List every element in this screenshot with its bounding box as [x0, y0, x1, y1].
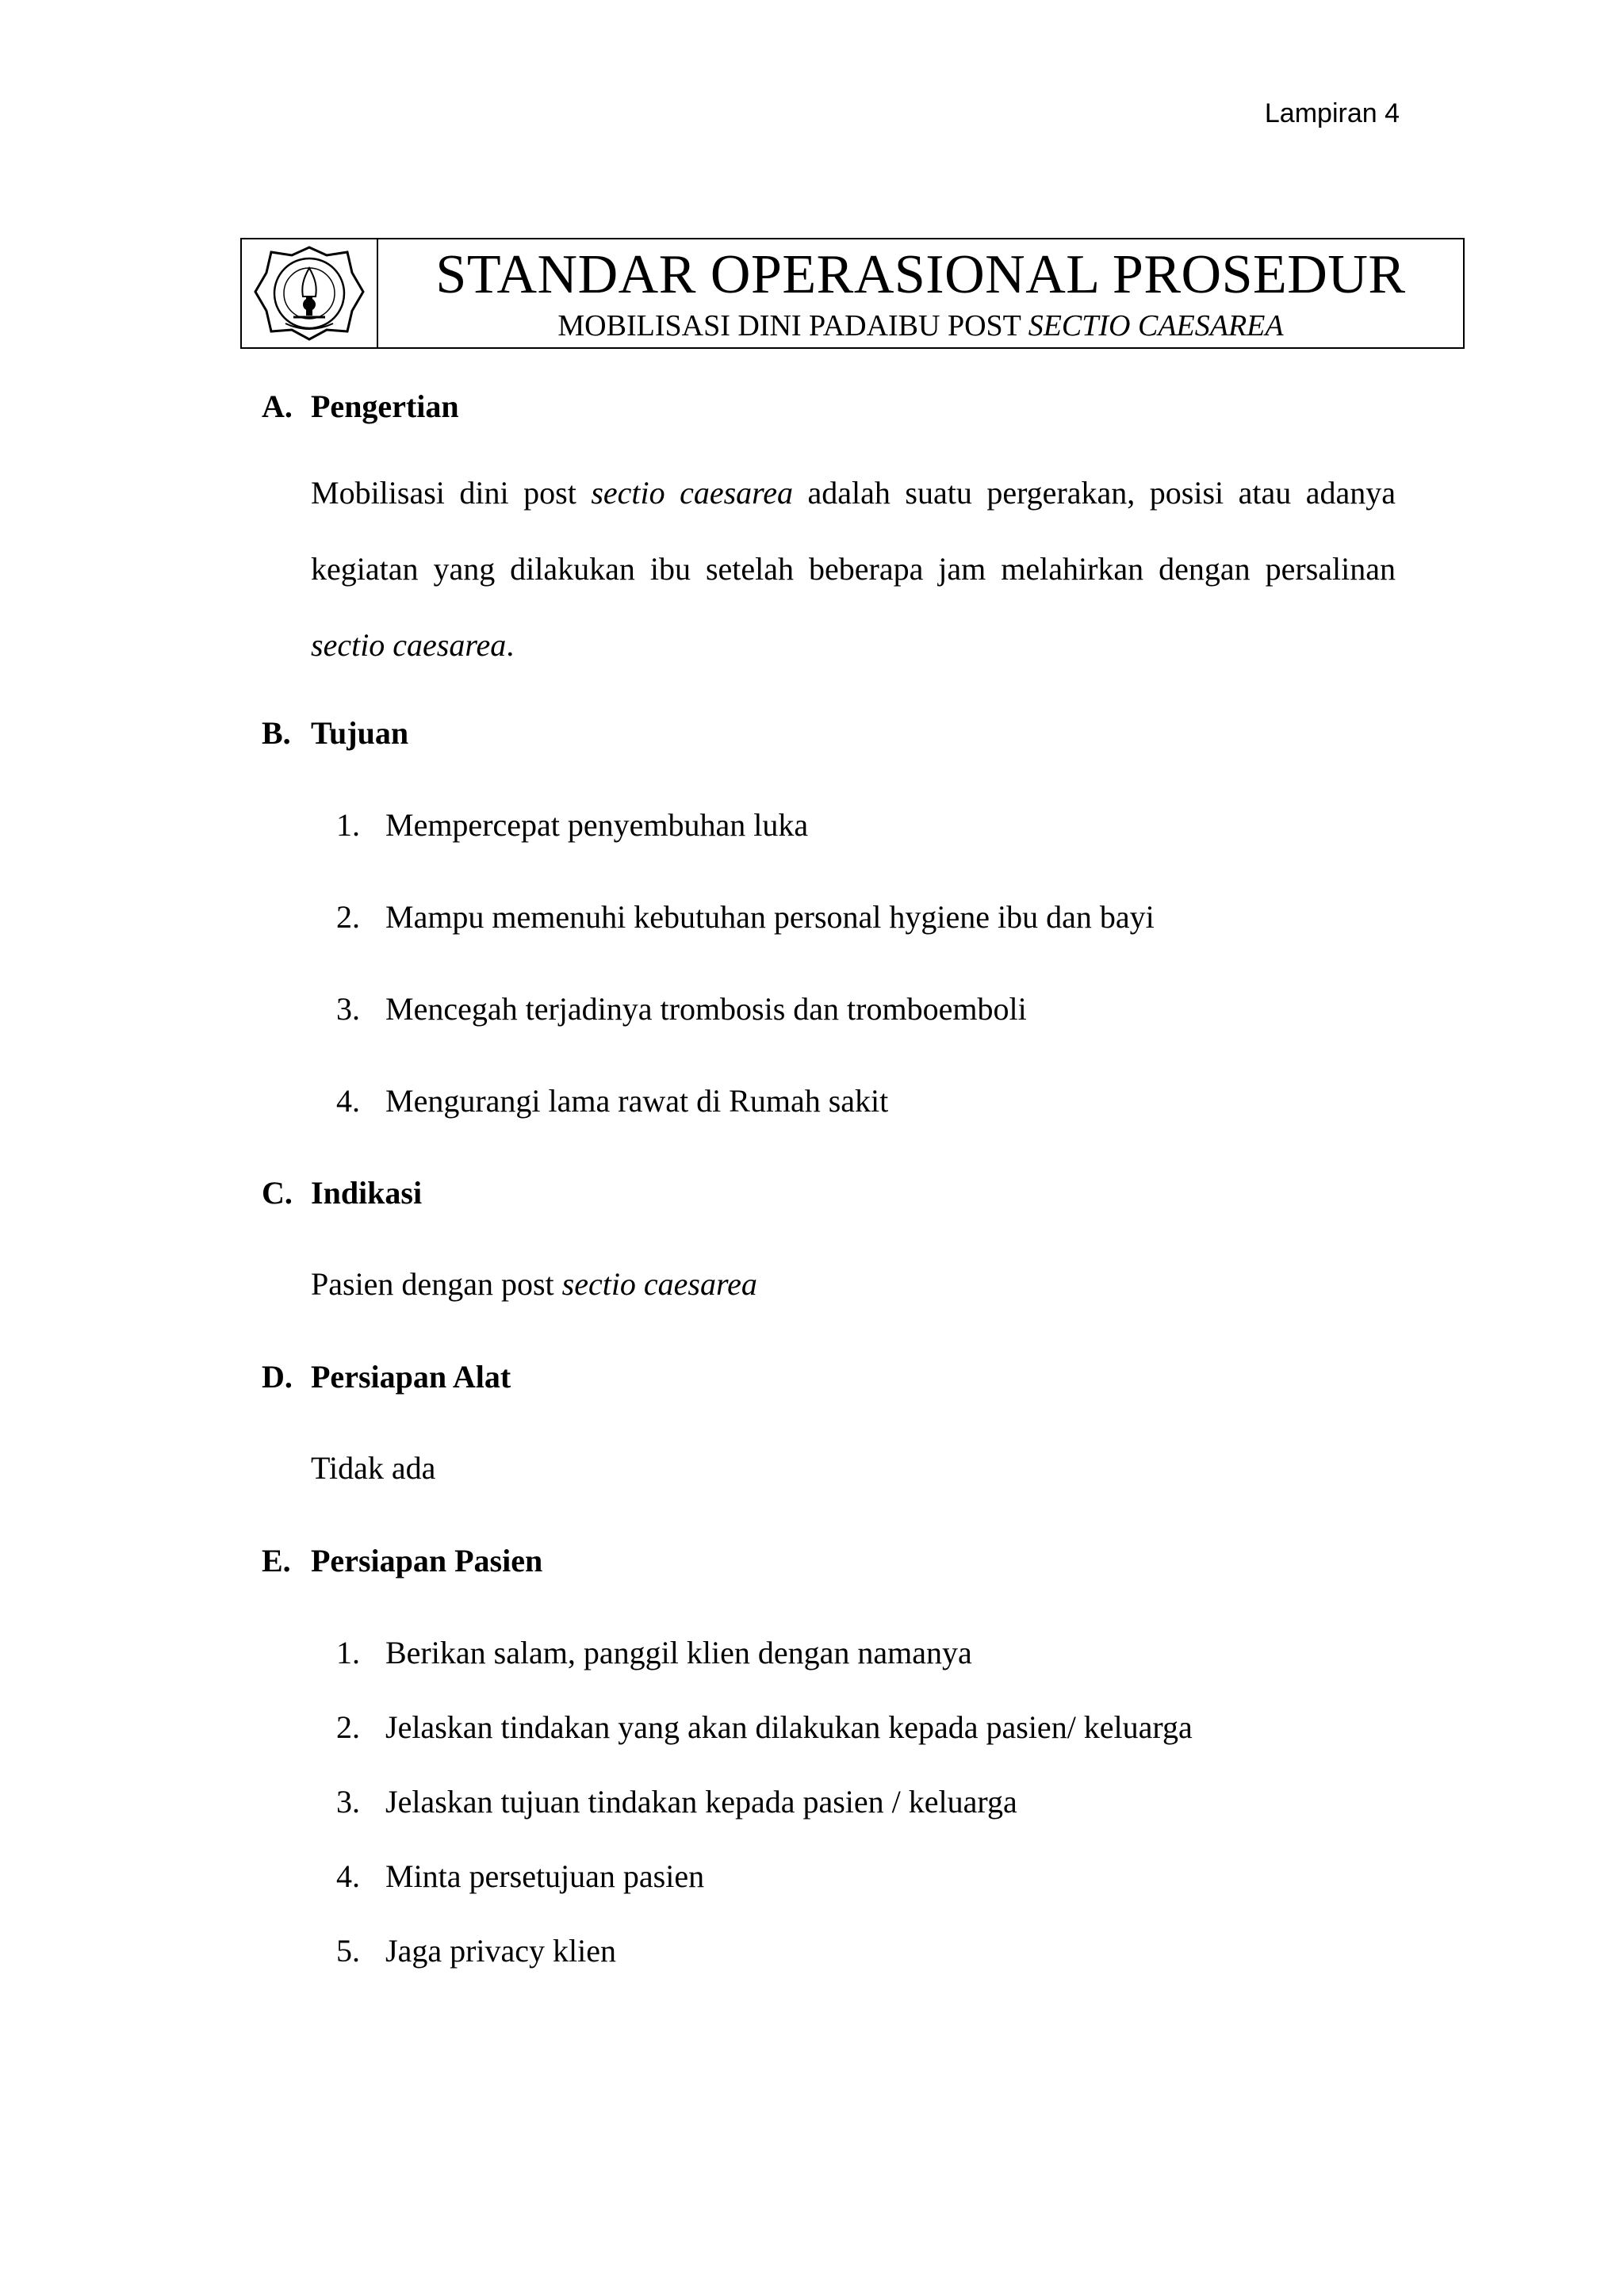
sop-subtitle — [557, 311, 1283, 341]
section-letter: D. — [262, 1358, 293, 1395]
section-letter: E. — [262, 1542, 291, 1578]
text-span: . — [506, 627, 515, 663]
list-number: 2. — [336, 1709, 360, 1745]
section-a-paragraph — [311, 455, 1396, 683]
list-text: Berikan salam, panggil klien dengan namanya — [385, 1634, 972, 1670]
objectives-list — [336, 804, 1396, 1121]
subtitle-italic: SECTIO CAESAREA — [1028, 309, 1284, 342]
list-number: 5. — [336, 1932, 360, 1969]
list-number: 2. — [336, 898, 360, 935]
list-text: Mencegah terjadinya trombosis dan tromboemboli — [385, 990, 1027, 1027]
list-item — [336, 1781, 1396, 1822]
section-title: Pengertian — [311, 388, 459, 424]
text-span: adalah suatu pergerakan, posisi atau adanya kegiatan yang dilakukan ibu setelah beberapa jam melahirkan dengan persalinan — [311, 475, 1396, 587]
italic-span: sectio caesarea — [311, 627, 507, 663]
list-text: Jelaskan tujuan tindakan kepada pasien / keluarga — [385, 1783, 1017, 1820]
list-item — [336, 1080, 1396, 1121]
title-cell — [378, 239, 1463, 347]
list-item — [336, 804, 1396, 845]
section-d-paragraph: Tidak ada — [311, 1450, 436, 1486]
list-text: Mempercepat penyembuhan luka — [385, 806, 809, 843]
attachment-label: Lampiran 4 — [1264, 98, 1400, 128]
section-title: Persiapan Pasien — [311, 1542, 543, 1578]
section-b-heading — [262, 712, 1396, 753]
logo-cell — [242, 239, 378, 347]
sop-title: STANDAR OPERASIONAL PROSEDUR — [435, 244, 1406, 305]
list-item — [336, 1930, 1396, 1971]
text-span: Pasien dengan post — [311, 1266, 562, 1302]
section-title: Persiapan Alat — [311, 1358, 511, 1395]
italic-span: sectio caesarea — [591, 475, 794, 511]
section-title: Indikasi — [311, 1174, 423, 1211]
institution-seal-icon — [254, 244, 365, 342]
section-letter: B. — [262, 714, 291, 751]
section-c-paragraph — [311, 1264, 1396, 1305]
list-text: Mengurangi lama rawat di Rumah sakit — [385, 1082, 889, 1119]
list-item — [336, 1855, 1396, 1896]
list-item — [336, 1706, 1396, 1747]
sop-header — [240, 238, 1465, 349]
list-item — [336, 896, 1396, 937]
section-d-heading — [262, 1356, 1396, 1397]
list-item — [336, 1632, 1396, 1673]
list-text: Jelaskan tindakan yang akan dilakukan kepada pasien/ keluarga — [385, 1709, 1193, 1745]
list-number: 1. — [336, 1634, 360, 1670]
italic-span: sectio caesarea — [561, 1266, 757, 1302]
list-number: 4. — [336, 1082, 360, 1119]
list-text: Jaga privacy klien — [385, 1932, 616, 1969]
section-letter: A. — [262, 388, 293, 424]
text-span: Mobilisasi dini post — [311, 475, 592, 511]
list-number: 4. — [336, 1858, 360, 1894]
list-number: 3. — [336, 990, 360, 1027]
list-item — [336, 988, 1396, 1029]
section-e-heading — [262, 1540, 1396, 1581]
section-c-heading — [262, 1172, 1396, 1213]
section-title: Tujuan — [311, 714, 409, 751]
section-a-heading — [262, 385, 1396, 427]
list-number: 3. — [336, 1783, 360, 1820]
list-text: Mampu memenuhi kebutuhan personal hygiene ibu dan bayi — [385, 898, 1155, 935]
list-text: Minta persetujuan pasien — [385, 1858, 705, 1894]
patient-preparation-list — [336, 1632, 1396, 1971]
subtitle-plain: MOBILISASI DINI PADAIBU POST — [557, 309, 1028, 342]
list-number: 1. — [336, 806, 360, 843]
section-letter: C. — [262, 1174, 293, 1211]
document-content — [262, 385, 1396, 1971]
